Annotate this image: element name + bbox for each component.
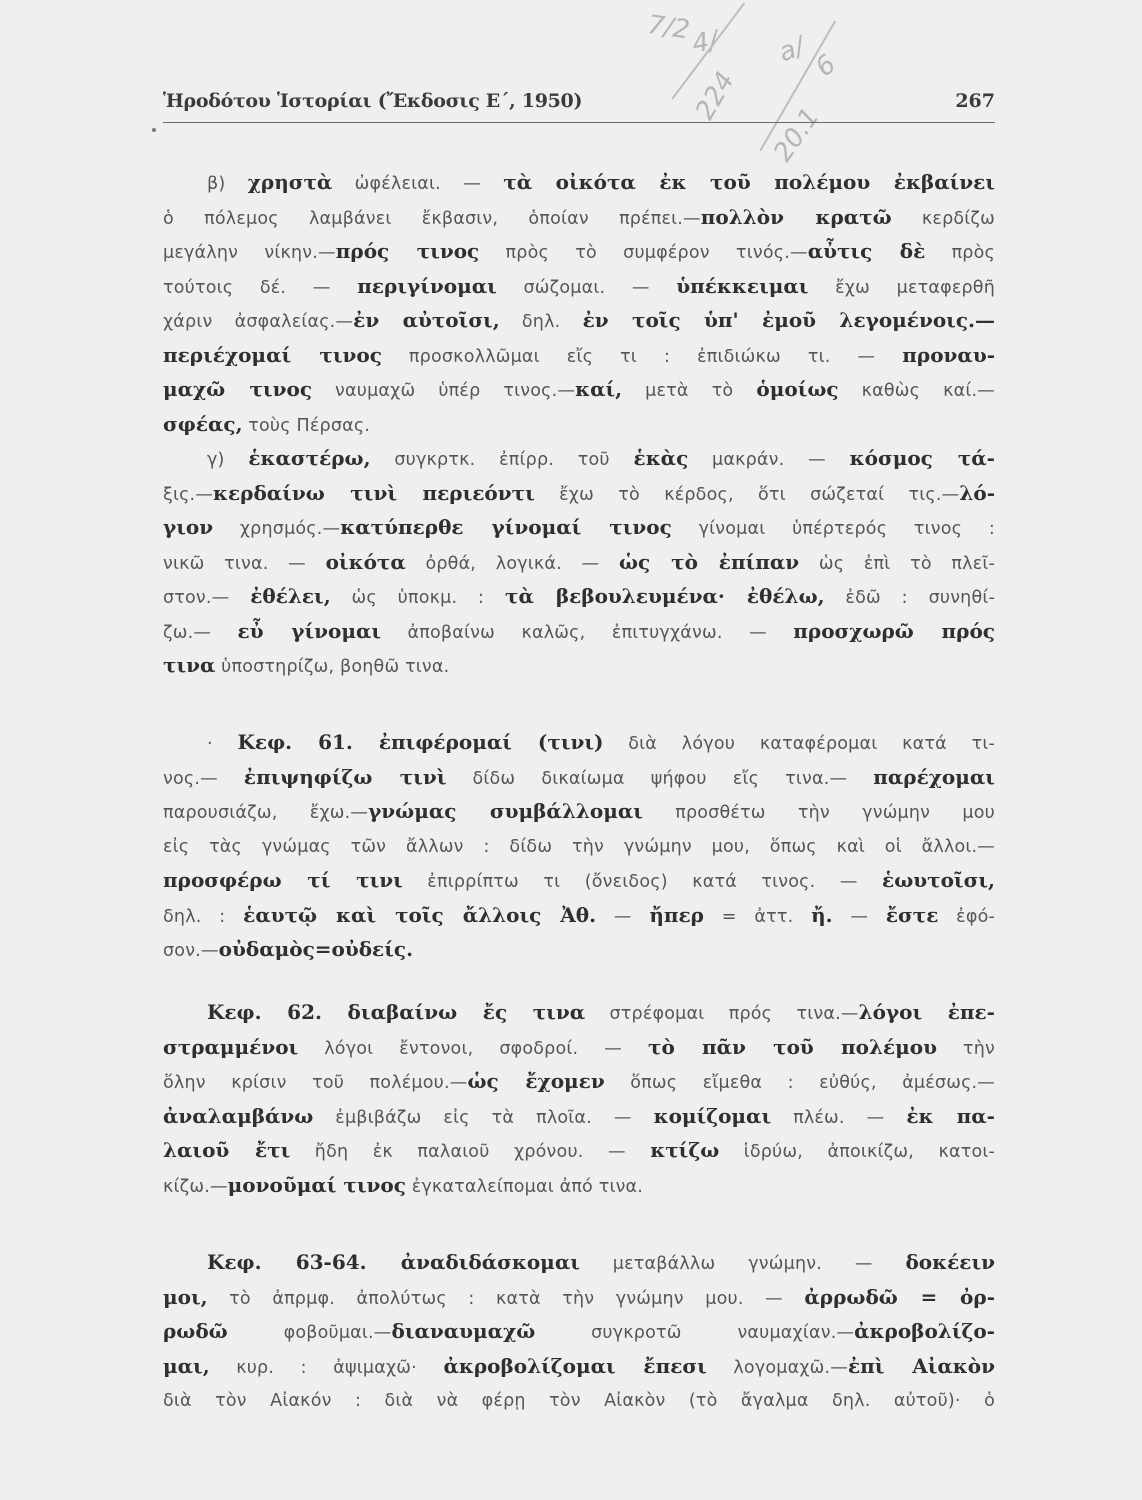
gloss-text: δηλ. (499, 312, 583, 332)
gloss-text: γ) (207, 450, 249, 470)
headword: ἀκροβολίζο- (854, 1319, 995, 1343)
gloss-text: ὅλην κρίσιν τοῦ πολέμου.— (163, 1073, 468, 1093)
gloss-text: παρουσιάζω, ἔχω.— (163, 803, 369, 823)
headword: ἑκὰς (633, 446, 689, 470)
gloss-text: ἐδῶ : συνηθί- (824, 588, 996, 608)
text-line (163, 372, 995, 407)
header-title: Ἡροδότου Ἱστορίαι (Ἔκδοσις Ε΄, 1950) (163, 90, 583, 112)
gloss-text: ναυμαχῶ ὑπέρ τινος.— (312, 381, 576, 401)
headword: ρωδῶ (163, 1319, 228, 1343)
gloss-text: · (207, 734, 238, 754)
text-line (163, 1349, 995, 1384)
headword: οὐδαμὸς=οὐδείς. (218, 937, 414, 961)
gloss-text: νος.— (163, 768, 244, 789)
headword: ἀκροβολίζομαι ἔπεσι (443, 1353, 707, 1378)
paragraph-chapter-62 (163, 995, 995, 1202)
headword: ἐπιψηφίζω τινὶ (243, 764, 447, 789)
headword: κερδαίνω τινὶ περιεόντι (213, 480, 535, 505)
text-line (163, 1280, 995, 1315)
gloss-text: μεταβάλλω γνώμην. — (579, 1254, 906, 1274)
gloss-text: τὸ ἀπρμφ. ἀπολύτως : κατὰ τὴν γνώμην μου. — (207, 1288, 805, 1309)
gloss-text: χρησμός.— (213, 519, 341, 539)
headword: κτίζω (650, 1138, 720, 1162)
text-line (163, 545, 995, 580)
gloss-text: κίζω.— (163, 1176, 228, 1197)
gloss-text: τὴν (937, 1038, 996, 1059)
gloss-text: δηλ. : (163, 906, 244, 927)
headword: λόγοι ἐπε- (858, 1000, 995, 1024)
gloss-text: μεγάλην νίκην.— (163, 243, 336, 263)
headword: Κεφ. 62. διαβαίνω ἔς τινα (207, 1000, 586, 1024)
headword: κόσμος τά- (849, 446, 995, 470)
headword: περιγίνομαι (357, 273, 497, 298)
headword: ἑωυτοῖσι, (882, 868, 995, 892)
headword: ἑαυτῷ καὶ τοῖς ἄλλοις Ἀθ. (243, 902, 597, 927)
headword: ἤπερ (649, 902, 704, 927)
gloss-text: ξις.— (163, 484, 214, 505)
gloss-text: — (832, 906, 886, 927)
gloss-text: τοὺς Πέρσας. (242, 415, 371, 436)
paragraph-beta (163, 165, 995, 441)
text-line (163, 995, 995, 1030)
headword: πολλὸν κρατῶ (700, 204, 892, 229)
headword: προσχωρῶ πρός (793, 618, 995, 643)
paragraph-chapter-61 (163, 725, 995, 967)
gloss-text: ἱδρύω, ἀποικίζω, κατοι- (719, 1142, 995, 1162)
text-line (163, 407, 995, 442)
headword: μαι, (163, 1353, 210, 1378)
text-line (163, 614, 995, 649)
gloss-text: χάριν ἀσφαλείας.— (163, 312, 354, 332)
text-line (163, 898, 995, 933)
headword: προσφέρω τί τινι (163, 868, 403, 892)
text-line (163, 1030, 995, 1065)
headword: στραμμένοι (163, 1034, 299, 1059)
gloss-text: σον.— (163, 941, 219, 961)
text-line (163, 1314, 995, 1349)
headword: μονοῦμαί τινος (227, 1172, 406, 1197)
gloss-text: μακράν. — (688, 450, 850, 470)
headword: γιον (163, 515, 214, 539)
gloss-text: ὡς ὑποκμ. : (330, 588, 505, 608)
gloss-text: μετὰ τὸ (622, 381, 757, 401)
page-number: 267 (955, 90, 995, 112)
gloss-text: λόγοι ἔντονοι, σφοδροί. — (298, 1038, 648, 1059)
text-line (163, 165, 995, 200)
gloss-text: ἤδη ἐκ παλαιοῦ χρόνου. — (290, 1142, 651, 1162)
gloss-text: συγκρτκ. ἐπίρρ. τοῦ (370, 450, 634, 470)
headword: προναυ- (902, 342, 995, 367)
text-line (163, 1064, 995, 1099)
paragraph-gamma (163, 441, 995, 683)
headword: σφέας, (163, 411, 243, 436)
headword: καί, (575, 377, 623, 401)
headword: ἤ. (811, 902, 833, 927)
headword: μοι, (163, 1284, 208, 1309)
text-line (163, 794, 995, 829)
text-line (163, 863, 995, 898)
headword: ὡς τὸ ἐπίπαν (619, 549, 800, 574)
gloss-text: ἐγκαταλείπομαι ἀπό τινα. (405, 1176, 644, 1197)
text-line (163, 932, 995, 967)
headword: Κεφ. 61. ἐπιφέρομαί (τινι) (237, 730, 604, 754)
headword: λαιοῦ ἔτι (163, 1138, 291, 1162)
gloss-text: διὰ λόγου καταφέρομαι κατά τι- (603, 734, 995, 754)
gloss-text: ὀρθά, λογικά. — (405, 553, 619, 574)
headword: τὰ βεβουλευμένα· ἐθέλω, (504, 584, 825, 608)
headword: ἐθέλει, (250, 584, 331, 608)
headword: ἐν τοῖς ὑπ' ἐμοῦ λεγομένοις.— (582, 308, 995, 332)
headword: ἐπὶ Αἰακὸν (847, 1353, 995, 1378)
gloss-text: ὑποστηρίζω, βοηθῶ τινα. (215, 657, 450, 677)
headword: δοκέειν (905, 1250, 995, 1274)
text-line (163, 303, 995, 338)
gloss-text: πρὸς (925, 243, 995, 263)
headword: ὁμοίως (756, 377, 839, 401)
text-line (163, 1099, 995, 1134)
running-header (163, 86, 995, 123)
gloss-text: στον.— (163, 588, 251, 608)
gloss-text: ζω.— (163, 622, 238, 643)
text-line (163, 1383, 995, 1418)
gloss-text: ἀποβαίνω καλῶς, ἐπιτυγχάνω. — (381, 622, 794, 643)
text-line (163, 269, 995, 304)
text-line (163, 648, 995, 683)
text-line (163, 200, 995, 235)
text-line (163, 476, 995, 511)
headword: Κεφ. 63-64. ἀναδιδάσκομαι (207, 1250, 580, 1274)
gloss-text: κερδίζω (891, 208, 995, 229)
handwritten-note: 6 (810, 49, 842, 83)
headword: γνώμας συμβάλλομαι (368, 799, 643, 823)
text-line (163, 725, 995, 760)
gloss-text: πλέω. — (771, 1107, 907, 1128)
text-line (163, 579, 995, 614)
handwritten-note: 20.1 (768, 102, 826, 168)
gloss-text: ἐμβιβάζω εἰς τὰ πλοῖα. — (313, 1107, 654, 1128)
gloss-text: τούτοις δέ. — (163, 277, 358, 298)
gloss-text: δίδω δικαίωμα ψήφου εἴς τινα.— (446, 768, 874, 789)
headword: κομίζομαι (653, 1103, 772, 1128)
headword: κατύπερθε γίνομαί τινος (340, 515, 672, 539)
text-line (163, 338, 995, 373)
headword: ἀναλαμβάνω (163, 1103, 314, 1128)
gloss-text: ὡς ἐπὶ τὸ πλεῖ- (799, 553, 996, 574)
headword: χρηστὰ (247, 170, 333, 194)
headword: τὰ οἰκότα ἐκ τοῦ πολέμου ἐκβαίνει (503, 170, 995, 194)
gloss-text: νικῶ τινα. — (163, 553, 326, 574)
gloss-text: ἐπιρρίπτω τι (ὄνειδος) κατά τινος. — (402, 872, 883, 892)
gloss-text: β) (207, 174, 248, 194)
gloss-text: — (596, 906, 650, 927)
gloss-text: γίνομαι ὑπέρτερός τινος : (671, 519, 995, 539)
handwritten-note: 7/2 (645, 10, 692, 46)
headword: περιέχομαί τινος (163, 342, 382, 367)
gloss-text: διὰ τὸν Αἰακόν : διὰ νὰ φέρῃ τὸν Αἰακὸν (τὸ ἄγαλμα δηλ. αὐτοῦ)· ὁ (163, 1391, 995, 1411)
headword: ἐν αὐτοῖσι, (353, 308, 500, 332)
handwritten-note: a/ (775, 31, 809, 69)
gloss-text: φοβοῦμαι.— (227, 1323, 392, 1343)
headword: λό- (959, 480, 995, 505)
gloss-text: καθὼς καί.— (838, 381, 995, 401)
paragraph-chapter-63-64 (163, 1245, 995, 1418)
headword: μαχῶ τινος (163, 377, 312, 401)
headword: τινα (163, 653, 216, 677)
headword: ὡς ἔχομεν (467, 1069, 605, 1093)
gloss-text: κυρ. : ἀψιμαχῶ· (209, 1357, 444, 1378)
gloss-text: ἐφό- (938, 906, 995, 927)
headword: ἀρρωδῶ = ὀρ- (804, 1284, 995, 1309)
gloss-text: στρέφομαι πρός τινα.— (585, 1004, 859, 1024)
handwritten-note: 4/ (690, 25, 721, 60)
gloss-text: = ἀττ. (703, 906, 812, 927)
headword: ὑπέκκειμαι (676, 273, 809, 298)
gloss-text: λογομαχῶ.— (706, 1357, 848, 1378)
headword: ἐκ πα- (906, 1103, 995, 1128)
gloss-text: εἰς τὰς γνώμας τῶν ἄλλων : δίδω τὴν γνώμην μου, ὅπως καὶ οἱ ἄλλοι.— (163, 836, 995, 857)
text-line (163, 1133, 995, 1168)
gloss-text: σώζομαι. — (496, 277, 677, 298)
gloss-text: πρὸς τὸ συμφέρον τινός.— (479, 243, 808, 263)
headword: παρέχομαι (873, 764, 995, 789)
headword: αὖτις δὲ (807, 239, 926, 263)
text-line (163, 441, 995, 476)
text-line (163, 1245, 995, 1280)
text-line (163, 760, 995, 795)
gloss-text: ὠφέλειαι. — (332, 174, 504, 194)
gloss-text: προσκολλῶμαι εἴς τι : ἐπιδιώκω τι. — (381, 346, 903, 367)
headword: τὸ πᾶν τοῦ πολέμου (648, 1034, 937, 1059)
gloss-text: ὁ πόλεμος λαμβάνει ἔκβασιν, ὁποίαν πρέπει.— (163, 208, 701, 229)
text-line (163, 510, 995, 545)
gloss-text: ἔχω τὸ κέρδος, ὅτι σώζεταί τις.— (534, 484, 960, 505)
gloss-text: συγκροτῶ ναυμαχίαν.— (535, 1323, 855, 1343)
gloss-text: ὅπως εἴμεθα : εὐθύς, ἀμέσως.— (604, 1073, 995, 1093)
gloss-text: ἔχω μεταφερθῆ (808, 277, 995, 298)
handwritten-note: 224 (690, 67, 741, 125)
text-line (163, 1168, 995, 1203)
text-line (163, 234, 995, 269)
text-line (163, 829, 995, 864)
headword: εὖ γίνομαι (237, 618, 382, 643)
headword: πρός τινος (335, 239, 480, 263)
headword: οἰκότα (325, 549, 406, 574)
headword: διαναυμαχῶ (391, 1319, 536, 1343)
headword: ἔστε (885, 902, 939, 927)
headword: ἑκαστέρω, (248, 446, 371, 470)
gloss-text: προσθέτω τὴν γνώμην μου (642, 803, 996, 823)
margin-dot (152, 128, 156, 132)
